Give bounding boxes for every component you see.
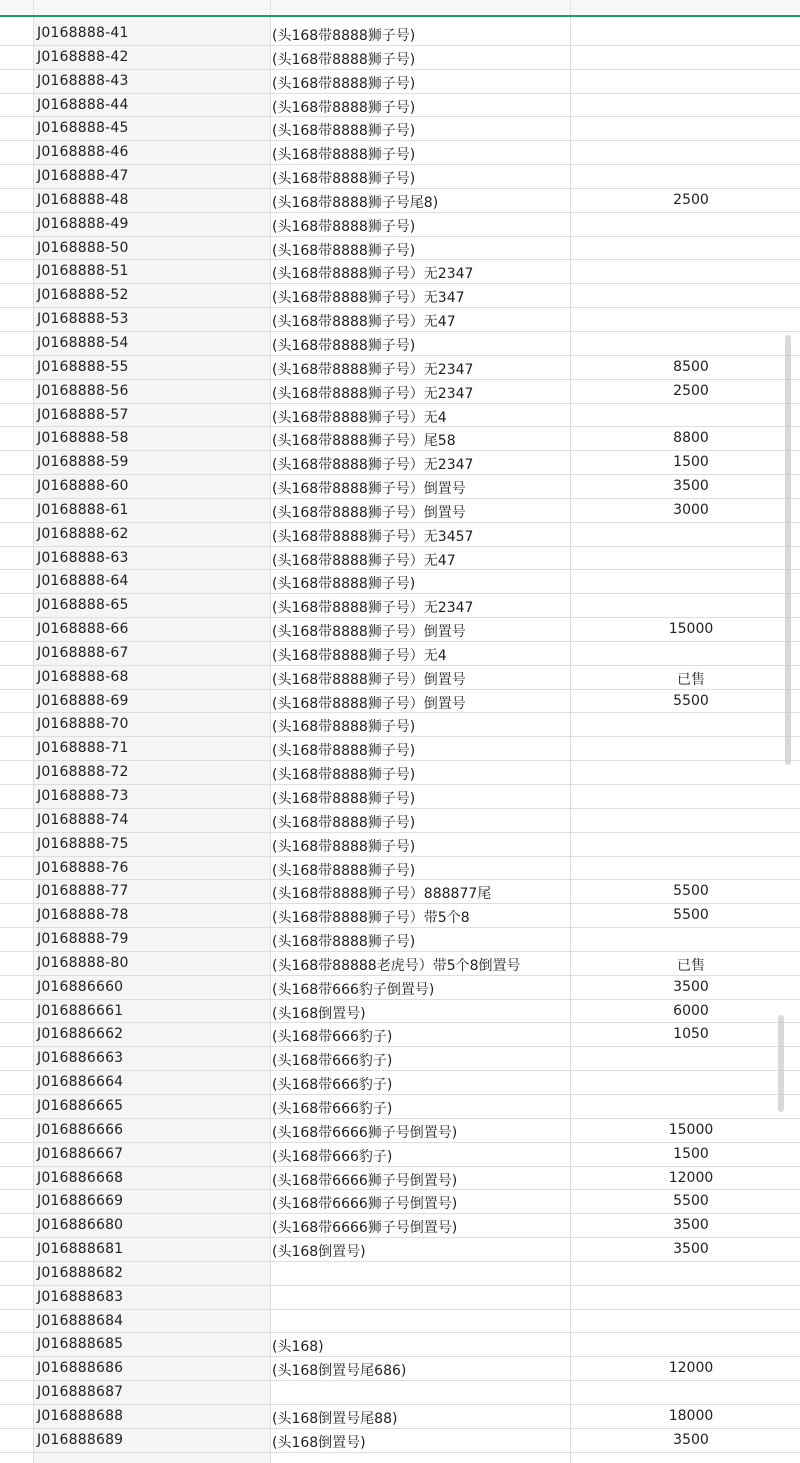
description-cell[interactable]: (头168倒置号尾686) (272, 1363, 407, 1380)
price-cell[interactable]: 12000 (668, 1360, 714, 1377)
id-cell[interactable]: J0168888-55 (37, 358, 129, 375)
id-cell[interactable]: J0168888-70 (37, 716, 129, 733)
id-cell[interactable]: J016888684 (37, 1312, 124, 1329)
id-cell[interactable]: J0168888-78 (37, 907, 129, 924)
id-cell[interactable]: J0168888-66 (37, 621, 129, 638)
description-cell[interactable]: (头168带666豹子) (272, 1148, 393, 1165)
description-cell[interactable]: (头168带666豹子) (272, 1077, 393, 1094)
description-cell[interactable]: (头168带8888狮子号）倒置号 (272, 481, 466, 498)
price-cell[interactable]: 2500 (673, 382, 709, 399)
price-cell[interactable]: 5500 (673, 1193, 709, 1210)
column-header-divider[interactable] (570, 0, 571, 15)
description-cell[interactable]: (头168带8888狮子号）倒置号 (272, 695, 466, 712)
id-cell[interactable]: J0168888-72 (37, 764, 129, 781)
id-cell[interactable]: J0168888-49 (37, 215, 129, 232)
id-cell[interactable]: J016886667 (37, 1145, 124, 1162)
price-cell[interactable]: 5500 (673, 907, 709, 924)
id-cell[interactable]: J016886663 (37, 1050, 124, 1067)
table-row[interactable] (0, 475, 800, 499)
id-cell[interactable]: J0168888-71 (37, 740, 129, 757)
table-row[interactable] (0, 404, 800, 428)
id-cell[interactable]: J0168888-64 (37, 573, 129, 590)
table-row[interactable] (0, 618, 800, 642)
table-row[interactable] (0, 117, 800, 141)
table-row[interactable] (0, 1357, 800, 1381)
table-body (0, 22, 800, 1453)
id-cell[interactable]: J0168888-77 (37, 883, 129, 900)
description-cell[interactable]: (头168带8888狮子号）尾58 (272, 433, 456, 450)
table-row[interactable] (0, 880, 800, 904)
id-cell[interactable]: J0168888-53 (37, 311, 129, 328)
table-row[interactable] (0, 213, 800, 237)
table-row[interactable] (0, 761, 800, 785)
id-cell[interactable]: J0168888-52 (37, 287, 129, 304)
table-row[interactable] (0, 1429, 800, 1453)
id-cell[interactable]: J016888685 (37, 1336, 124, 1353)
table-row[interactable] (0, 1000, 800, 1024)
id-cell[interactable]: J0168888-45 (37, 120, 129, 137)
price-cell[interactable]: 15000 (668, 621, 714, 638)
id-cell[interactable]: J0168888-63 (37, 549, 129, 566)
description-cell[interactable]: (头168带8888狮子号) (272, 862, 416, 879)
table-row[interactable] (0, 1095, 800, 1119)
id-cell[interactable]: J0168888-75 (37, 835, 129, 852)
price-cell[interactable]: 1500 (673, 1145, 709, 1162)
table-row[interactable] (0, 1143, 800, 1167)
description-cell[interactable]: (头168带8888狮子号）无47 (272, 552, 456, 569)
price-cell[interactable]: 8500 (673, 358, 709, 375)
description-cell[interactable]: (头168带8888狮子号) (272, 934, 416, 951)
description-cell[interactable]: (头168带8888狮子号）无3457 (272, 528, 474, 545)
id-cell[interactable]: J016886665 (37, 1097, 124, 1114)
table-row[interactable] (0, 809, 800, 833)
price-cell[interactable]: 3500 (673, 478, 709, 495)
table-row[interactable] (0, 1381, 800, 1405)
table-row[interactable] (0, 165, 800, 189)
price-cell[interactable]: 5500 (673, 883, 709, 900)
column-header-bar (0, 0, 800, 17)
id-cell[interactable]: J0168888-47 (37, 168, 129, 185)
table-row[interactable] (0, 833, 800, 857)
description-cell[interactable]: (头168) (272, 1339, 324, 1356)
description-cell[interactable]: (头168带8888狮子号) (272, 147, 416, 164)
table-row[interactable] (0, 284, 800, 308)
description-cell[interactable]: (头168带6666狮子号倒置号) (272, 1220, 458, 1237)
description-cell[interactable]: (头168带8888狮子号) (272, 123, 416, 140)
description-cell[interactable]: (头168带8888狮子号）无2347 (272, 457, 474, 474)
table-row[interactable] (0, 1119, 800, 1143)
id-cell[interactable]: J0168888-48 (37, 191, 129, 208)
id-cell[interactable]: J0168888-57 (37, 406, 129, 423)
table-row[interactable] (0, 189, 800, 213)
description-cell[interactable]: (头168带8888狮子号）倒置号 (272, 504, 466, 521)
table-row[interactable] (0, 1333, 800, 1357)
price-cell[interactable]: 3500 (673, 1217, 709, 1234)
table-row[interactable] (0, 1286, 800, 1310)
price-cell[interactable]: 2500 (673, 191, 709, 208)
id-cell[interactable]: J0168888-41 (37, 25, 129, 41)
table-row[interactable] (0, 451, 800, 475)
table-row[interactable] (0, 94, 800, 118)
id-cell[interactable]: J016886666 (37, 1121, 124, 1138)
price-cell[interactable]: 12000 (668, 1169, 714, 1186)
table-row[interactable] (0, 380, 800, 404)
description-cell[interactable]: (头168带8888狮子号) (272, 743, 416, 760)
price-cell[interactable]: 3500 (673, 978, 709, 995)
description-cell[interactable]: (头168带8888狮子号）无2347 (272, 266, 474, 283)
description-cell[interactable]: (头168带8888狮子号) (272, 28, 416, 44)
description-cell[interactable]: (头168带8888狮子号尾8) (272, 194, 439, 211)
id-cell[interactable]: J0168888-46 (37, 144, 129, 161)
table-row[interactable] (0, 713, 800, 737)
description-cell[interactable]: (头168带8888狮子号）无347 (272, 290, 465, 307)
table-row[interactable] (0, 523, 800, 547)
id-cell[interactable]: J0168888-50 (37, 239, 129, 256)
description-cell[interactable]: (头168带8888狮子号) (272, 337, 416, 354)
table-row[interactable] (0, 976, 800, 1000)
table-row[interactable] (0, 237, 800, 261)
description-cell[interactable]: (头168倒置号) (272, 1244, 366, 1261)
table-row[interactable] (0, 857, 800, 881)
table-row[interactable] (0, 1023, 800, 1047)
id-cell[interactable]: J0168888-59 (37, 454, 129, 471)
description-cell[interactable]: (头168带8888狮子号）无2347 (272, 361, 474, 378)
id-cell[interactable]: J016888687 (37, 1384, 124, 1401)
id-cell[interactable]: J016886660 (37, 978, 124, 995)
description-cell[interactable]: (头168带8888狮子号) (272, 791, 416, 807)
id-cell[interactable]: J0168888-51 (37, 263, 129, 280)
id-cell[interactable]: J016888682 (37, 1264, 124, 1281)
price-cell[interactable]: 6000 (673, 1002, 709, 1019)
id-cell[interactable]: J016888683 (37, 1288, 124, 1305)
description-cell[interactable]: (头168倒置号) (272, 1434, 366, 1451)
table-row[interactable] (0, 1262, 800, 1286)
description-cell[interactable]: (头168带8888狮子号) (272, 576, 416, 593)
id-cell[interactable]: J016886680 (37, 1217, 124, 1234)
table-row[interactable] (0, 1047, 800, 1071)
description-cell[interactable]: (头168带666豹子) (272, 1100, 393, 1117)
description-cell[interactable]: (头168带8888狮子号）倒置号 (272, 671, 466, 688)
id-cell[interactable]: J0168888-54 (37, 334, 129, 351)
id-cell[interactable]: J0168888-68 (37, 668, 129, 685)
description-cell[interactable]: (头168带8888狮子号）无4 (272, 409, 447, 426)
description-cell[interactable]: (头168带8888狮子号）倒置号 (272, 624, 466, 641)
id-cell[interactable]: J016886661 (37, 1002, 124, 1019)
description-cell[interactable]: (头168带8888狮子号) (272, 75, 416, 92)
table-row[interactable] (0, 928, 800, 952)
description-cell[interactable]: (头168带8888狮子号) (272, 218, 416, 235)
description-cell[interactable]: (头168带8888狮子号）无2347 (272, 600, 474, 617)
description-cell[interactable]: (头168带8888狮子号) (272, 171, 416, 188)
vertical-scrollbar-thumb-secondary[interactable] (778, 1015, 784, 1112)
id-cell[interactable]: J0168888-74 (37, 811, 129, 828)
table-row[interactable] (0, 642, 800, 666)
description-cell[interactable]: (头168带666豹子) (272, 1053, 393, 1070)
price-cell[interactable]: 3000 (673, 501, 709, 518)
table-row[interactable] (0, 427, 800, 451)
table-row[interactable] (0, 22, 800, 46)
price-cell[interactable]: 已售 (677, 671, 705, 688)
table-row[interactable] (0, 499, 800, 523)
price-cell[interactable]: 18000 (668, 1407, 714, 1424)
table-row[interactable] (0, 1214, 800, 1238)
description-cell[interactable]: (头168带6666狮子号倒置号) (272, 1172, 458, 1189)
description-cell[interactable]: (头168带8888狮子号）无2347 (272, 385, 474, 402)
description-cell[interactable]: (头168带8888狮子号) (272, 767, 416, 784)
table-row[interactable] (0, 952, 800, 976)
id-cell[interactable]: J016888689 (37, 1431, 124, 1448)
description-cell[interactable]: (头168倒置号) (272, 1005, 366, 1022)
price-cell[interactable]: 1500 (673, 454, 709, 471)
id-cell[interactable]: J0168888-56 (37, 382, 129, 399)
table-row[interactable] (0, 356, 800, 380)
column-header-divider[interactable] (270, 0, 271, 15)
table-row[interactable] (0, 904, 800, 928)
table-row[interactable] (0, 308, 800, 332)
id-cell[interactable]: J0168888-44 (37, 96, 129, 113)
id-cell[interactable]: J0168888-69 (37, 692, 129, 709)
id-cell[interactable]: J016886669 (37, 1193, 124, 1210)
id-cell[interactable]: J0168888-80 (37, 954, 129, 971)
description-cell[interactable]: (头168带6666狮子号倒置号) (272, 1196, 458, 1213)
table-row[interactable] (0, 1405, 800, 1429)
description-cell[interactable]: (头168带8888狮子号) (272, 814, 416, 831)
description-cell[interactable]: (头168带88888老虎号）带5个8倒置号 (272, 957, 521, 974)
description-cell[interactable]: (头168带8888狮子号) (272, 99, 416, 116)
table-row[interactable] (0, 737, 800, 761)
id-cell[interactable]: J0168888-76 (37, 859, 129, 876)
description-cell[interactable]: (头168带6666狮子号倒置号) (272, 1124, 458, 1141)
id-cell[interactable]: J0168888-61 (37, 501, 129, 518)
price-cell[interactable]: 8800 (673, 430, 709, 447)
id-cell[interactable]: J0168888-73 (37, 788, 129, 804)
price-cell[interactable]: 15000 (668, 1121, 714, 1138)
id-cell[interactable]: J0168888-60 (37, 478, 129, 495)
table-row[interactable] (0, 332, 800, 356)
id-cell[interactable]: J016886668 (37, 1169, 124, 1186)
table-row[interactable] (0, 70, 800, 94)
id-cell[interactable]: J0168888-65 (37, 597, 129, 614)
table-row[interactable] (0, 690, 800, 714)
table-row[interactable] (0, 260, 800, 284)
id-cell[interactable]: J0168888-62 (37, 525, 129, 542)
price-cell[interactable]: 5500 (673, 692, 709, 709)
vertical-scrollbar-thumb[interactable] (785, 335, 791, 765)
description-cell[interactable]: (头168带8888狮子号) (272, 242, 416, 259)
id-cell[interactable]: J0168888-67 (37, 644, 129, 661)
table-row[interactable] (0, 1238, 800, 1262)
description-cell[interactable]: (头168带8888狮子号）无4 (272, 647, 447, 664)
table-row[interactable] (0, 1071, 800, 1095)
table-row[interactable] (0, 570, 800, 594)
table-row[interactable] (0, 141, 800, 165)
description-cell[interactable]: (头168带8888狮子号）888877尾 (272, 886, 492, 903)
id-cell[interactable]: J0168888-43 (37, 72, 129, 89)
price-cell[interactable]: 3500 (673, 1431, 709, 1448)
description-cell[interactable]: (头168倒置号尾88) (272, 1410, 398, 1427)
price-cell[interactable]: 已售 (677, 957, 705, 974)
id-cell[interactable]: J016888688 (37, 1407, 124, 1424)
description-cell[interactable]: (头168带8888狮子号）无47 (272, 314, 456, 331)
table-row[interactable] (0, 1310, 800, 1334)
description-cell[interactable]: (头168带666豹子) (272, 1029, 393, 1046)
description-cell[interactable]: (头168带8888狮子号) (272, 51, 416, 68)
id-cell[interactable]: J016888686 (37, 1360, 124, 1377)
id-cell[interactable]: J016888681 (37, 1241, 124, 1258)
table-row[interactable] (0, 1190, 800, 1214)
table-row[interactable] (0, 46, 800, 70)
description-cell[interactable]: (头168带8888狮子号) (272, 838, 416, 855)
table-row[interactable] (0, 1167, 800, 1191)
description-cell[interactable]: (头168带8888狮子号）带5个8 (272, 910, 470, 927)
table-row[interactable] (0, 785, 800, 809)
description-cell[interactable]: (头168带8888狮子号) (272, 719, 416, 736)
id-cell[interactable]: J0168888-58 (37, 430, 129, 447)
description-cell[interactable]: (头168带666豹子倒置号) (272, 981, 435, 998)
table-row[interactable] (0, 666, 800, 690)
id-cell[interactable]: J0168888-42 (37, 48, 129, 65)
id-cell[interactable]: J0168888-79 (37, 931, 129, 948)
price-cell[interactable]: 3500 (673, 1241, 709, 1258)
id-cell[interactable]: J016886662 (37, 1026, 124, 1043)
id-cell[interactable]: J016886664 (37, 1074, 124, 1091)
table-row[interactable] (0, 594, 800, 618)
table-row[interactable] (0, 547, 800, 571)
column-header-divider[interactable] (33, 0, 34, 15)
price-cell[interactable]: 1050 (673, 1026, 709, 1043)
